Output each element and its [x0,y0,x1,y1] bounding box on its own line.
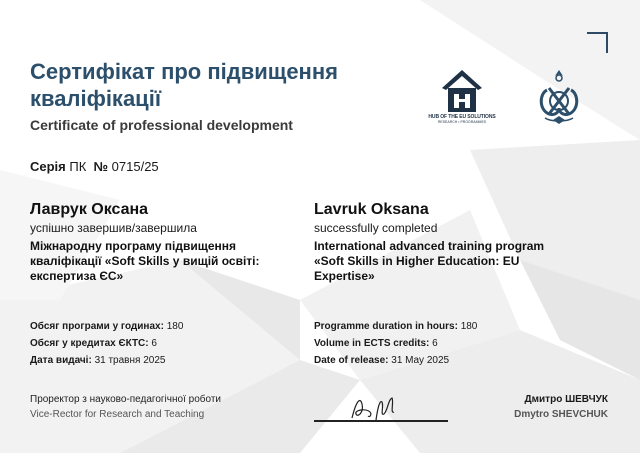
signature-line [314,420,448,422]
duration-label-en: Programme duration in hours: [314,321,458,332]
hub-logo [418,68,506,126]
program-facts-en [314,318,477,369]
signatory-role-en: Vice-Rector for Research and Teaching [30,409,205,420]
date-label-uk: Дата видачі: [30,355,92,366]
date-value-en: 31 May 2025 [391,355,450,366]
signatory-role-uk: Проректор з науково-педагогічної роботи [30,394,221,405]
duration-label-uk: Обсяг програми у годинах: [30,321,164,332]
ects-row-en [314,335,477,352]
completed-text-uk: успішно завершив/завершила [30,221,197,235]
certificate-serial [30,159,159,174]
signatory-name [514,392,608,422]
signatory-role [30,392,221,422]
program-facts-uk [30,318,183,369]
program-name-en: International advanced training program «Soft Skills in Higher Education: EU Expertise» [314,239,545,283]
certificate-title: Сертифікат про підвищення кваліфікації [30,59,338,111]
corner-bracket [587,32,608,53]
duration-value-uk: 180 [166,321,184,332]
ukrainian-column [30,200,300,284]
date-value-uk: 31 травня 2025 [94,355,166,366]
university-crest-icon [535,68,583,126]
hub-house-icon [418,68,506,114]
duration-value-en: 180 [460,321,478,332]
ects-row-uk [30,335,183,352]
english-column [314,200,584,284]
date-label-en: Date of release: [314,355,389,366]
serial-label: Серія [30,159,66,174]
ects-value-uk: 6 [151,338,157,349]
hub-logo-caption: HUB OF THE EU SOLUTIONS [428,114,496,120]
date-row-en [314,352,477,369]
hub-logo-subcaption: RESEARCH • PROGRAMMES [437,120,487,124]
ects-label-uk: Обсяг у кредитах ЄКТС: [30,338,149,349]
date-row-uk [30,352,183,369]
signatory-name-en: Dmytro SHEVCHUK [514,409,608,420]
recipient-name-uk: Лаврук Оксана [30,201,149,218]
program-name-uk: Міжнародну програму підвищення кваліфікації «Soft Skills у вищій освіті: експертиза ЄС» [30,239,260,283]
duration-row-en [314,318,477,335]
serial-series: ПК [69,159,87,174]
ects-value-en: 6 [432,338,438,349]
serial-number: 0715/25 [111,159,159,174]
completed-text-en: successfully completed [314,221,438,235]
signatory-name-uk: Дмитро ШЕВЧУК [524,394,608,405]
duration-row-uk [30,318,183,335]
ects-label-en: Volume in ECTS credits: [314,338,430,349]
certificate-subtitle: Certificate of professional development [30,117,293,133]
serial-number-label: № [93,159,109,174]
recipient-name-en: Lavruk Oksana [314,201,429,218]
